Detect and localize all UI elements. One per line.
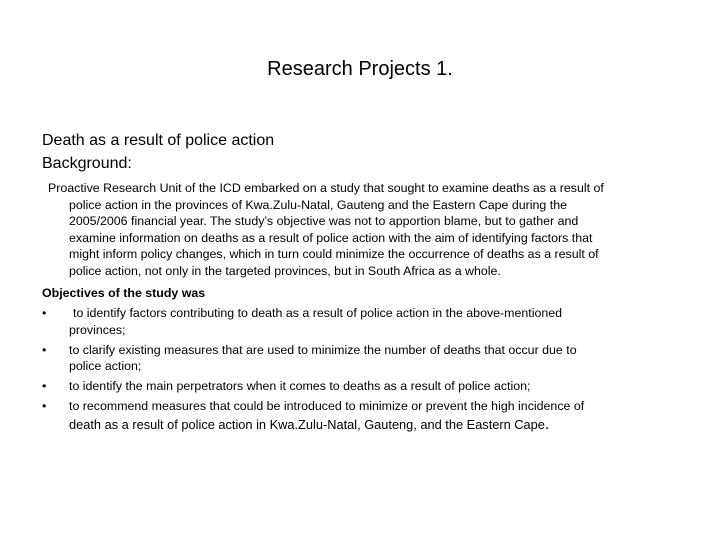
list-item	[42, 305, 682, 338]
objective-text-cont: provinces;	[69, 322, 126, 337]
objective-text-cont	[69, 415, 682, 435]
topic-heading: Death as a result of police action	[42, 132, 275, 149]
list-item	[42, 342, 682, 375]
background-line: examine information on deaths as a result of police action with the aim of identifying factors that	[69, 230, 593, 245]
slide-title: Research Projects 1.	[267, 58, 453, 80]
bullet-icon: •	[42, 342, 47, 357]
bullet-icon: •	[42, 399, 47, 414]
objective-text: to identify the main perpetrators when it comes to deaths as a result of police action;	[69, 379, 531, 394]
objective-text: to identify factors contributing to death as a result of police action in the above-mentioned	[73, 306, 563, 320]
objective-end-period: .	[544, 415, 550, 433]
bullet-icon: •	[42, 379, 47, 394]
list-item	[42, 398, 682, 435]
objectives-list	[42, 305, 682, 438]
background-line: police action, not only in the targeted provinces, but in South Africa as a whole.	[69, 263, 501, 278]
background-heading: Background:	[42, 155, 132, 172]
objectives-heading: Objectives of the study was	[42, 286, 206, 300]
objective-text-cont-body: death as a result of police action in Kwa.Zulu-Natal, Gauteng, and the Eastern Cape	[69, 416, 545, 432]
background-line: police action in the provinces of Kwa.Zulu-Natal, Gauteng and the Eastern Cape during the	[69, 197, 567, 212]
list-item	[42, 378, 682, 395]
background-line: Proactive Research Unit of the ICD embarked on a study that sought to examine deaths as a result of	[48, 181, 604, 195]
objective-text: to clarify existing measures that are used to minimize the number of deaths that occur due to	[69, 342, 577, 357]
objective-text: to recommend measures that could be introduced to minimize or prevent the high incidence of	[69, 399, 585, 414]
bullet-icon: •	[42, 306, 47, 320]
background-paragraph	[42, 180, 682, 280]
background-line: might inform policy changes, which in turn could minimize the occurrence of deaths as a result of	[69, 247, 599, 262]
background-line: 2005/2006 financial year. The study’s objective was not to apportion blame, but to gather and	[69, 214, 579, 229]
objective-text-cont: police action;	[69, 359, 142, 374]
